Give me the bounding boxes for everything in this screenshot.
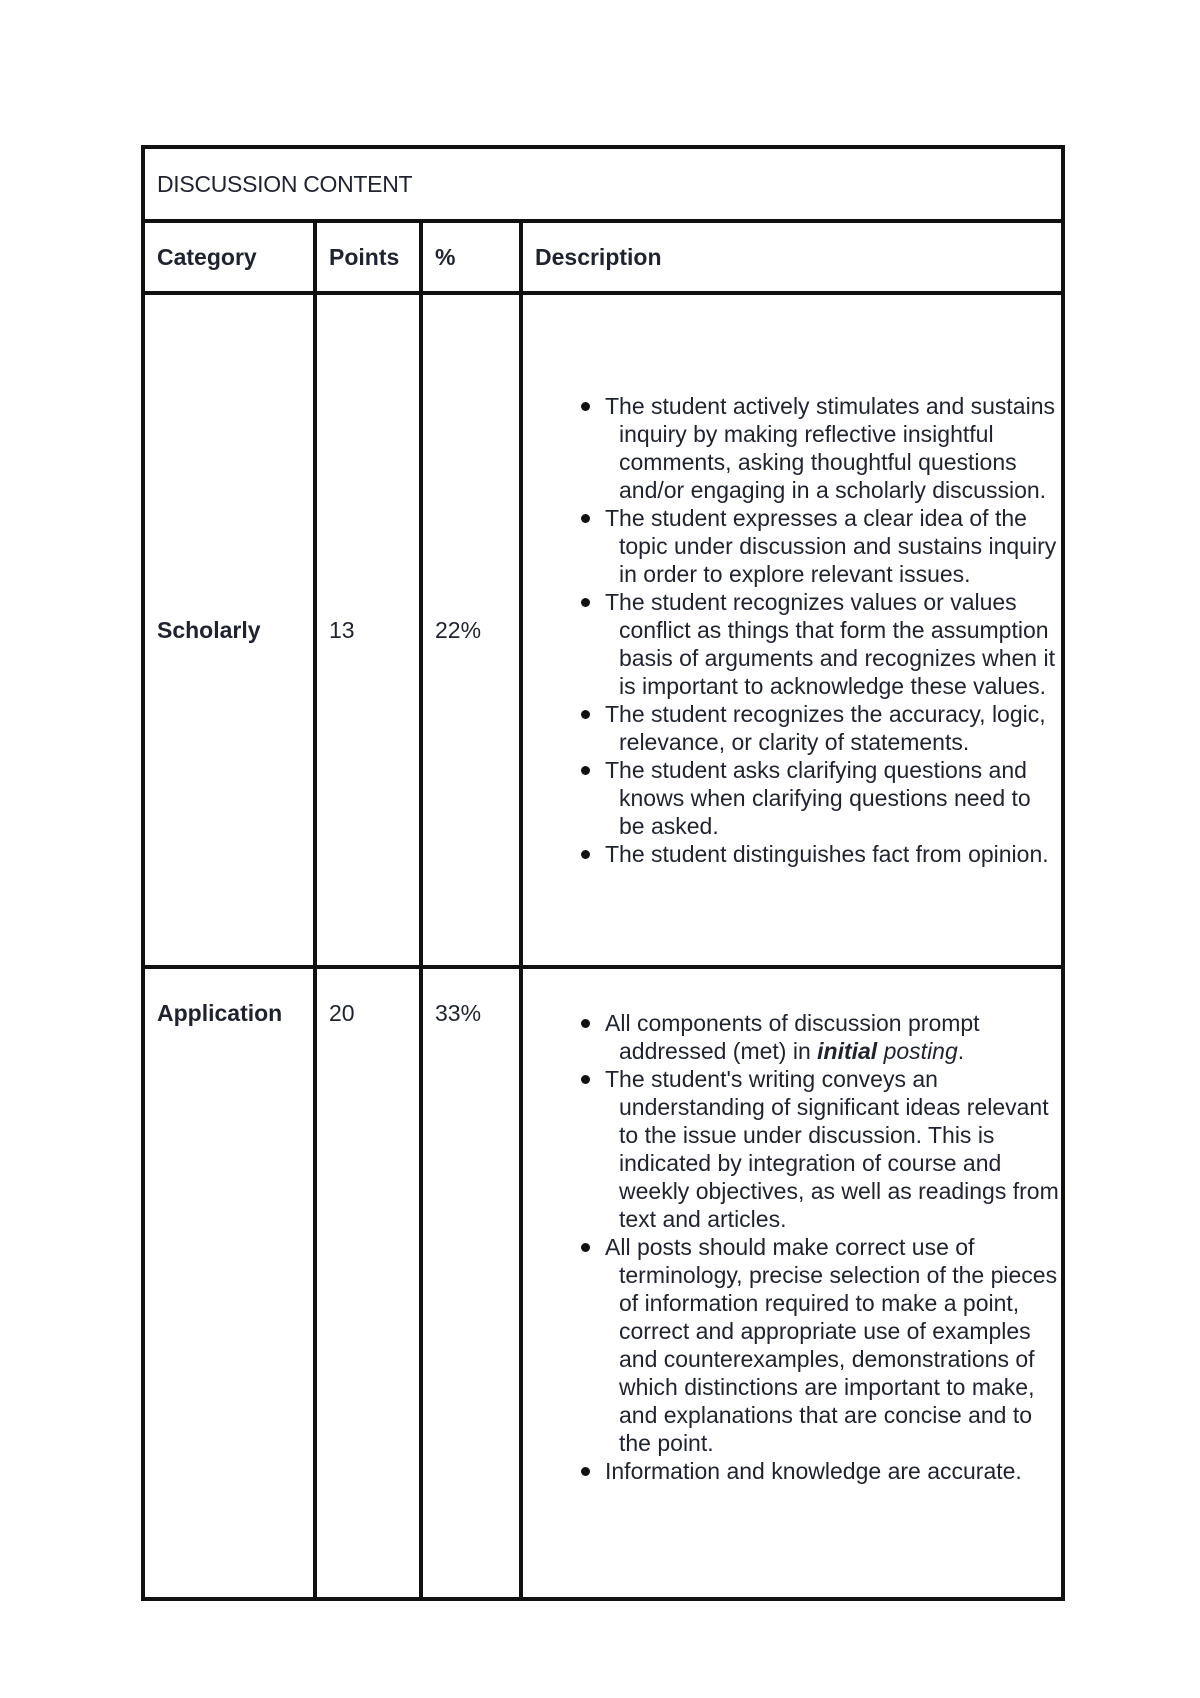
bullet-icon <box>581 514 590 523</box>
list-item: All posts should make correct use of terminology, precise selection of the pieces of information required to make a point, correct and appropriate use of examples and counterexamples, demonstrations of which distinctions are important to make, and explanations that are concise and to the point. <box>605 1233 1061 1457</box>
header-row <box>143 221 1063 293</box>
points-cell: 13 <box>315 293 421 967</box>
list-item: All components of discussion prompt addressed (met) in initial posting. <box>605 1009 1061 1065</box>
table-row-application <box>143 967 1063 1599</box>
bullet-icon <box>581 1243 590 1252</box>
bullet-icon <box>581 850 590 859</box>
category-cell: Application <box>143 967 315 1599</box>
title-row <box>143 147 1063 221</box>
header-category: Category <box>143 221 315 293</box>
bullet-icon <box>581 710 590 719</box>
header-points: Points <box>315 221 421 293</box>
points-cell: 20 <box>315 967 421 1599</box>
category-cell: Scholarly <box>143 293 315 967</box>
header-percent: % <box>421 221 521 293</box>
description-list <box>535 392 1061 868</box>
bullet-icon <box>581 1075 590 1084</box>
description-cell <box>521 967 1063 1599</box>
list-item: The student's writing conveys an understanding of significant ideas relevant to the issue under discussion. This is indicated by integration of course and weekly objectives, as well as readings from text and articles. <box>605 1065 1061 1233</box>
list-item: The student asks clarifying questions and knows when clarifying questions need to be asked. <box>605 756 1061 840</box>
bullet-icon <box>581 598 590 607</box>
description-cell <box>521 293 1063 967</box>
list-item: The student recognizes the accuracy, logic, relevance, or clarity of statements. <box>605 700 1061 756</box>
emphasis-posting: posting <box>883 1038 958 1064</box>
rubric-table <box>141 145 1065 1601</box>
list-item: Information and knowledge are accurate. <box>605 1457 1061 1485</box>
list-item: The student expresses a clear idea of the topic under discussion and sustains inquiry in order to explore relevant issues. <box>605 504 1061 588</box>
emphasis-initial: initial <box>817 1038 878 1064</box>
description-list <box>535 1009 1061 1485</box>
list-item: The student recognizes values or values conflict as things that form the assumption basis of arguments and recognizes when it is important to acknowledge these values. <box>605 588 1061 700</box>
percent-cell: 33% <box>421 967 521 1599</box>
bullet-icon <box>581 402 590 411</box>
percent-cell: 22% <box>421 293 521 967</box>
table-title: DISCUSSION CONTENT <box>143 147 1063 221</box>
table-row-scholarly <box>143 293 1063 967</box>
list-item: The student distinguishes fact from opinion. <box>605 840 1061 868</box>
bullet-icon <box>581 1467 590 1476</box>
bullet-icon <box>581 1019 590 1028</box>
list-item: The student actively stimulates and sustains inquiry by making reflective insightful comments, asking thoughtful questions and/or engaging in a scholarly discussion. <box>605 392 1061 504</box>
bullet-icon <box>581 766 590 775</box>
header-description: Description <box>521 221 1063 293</box>
